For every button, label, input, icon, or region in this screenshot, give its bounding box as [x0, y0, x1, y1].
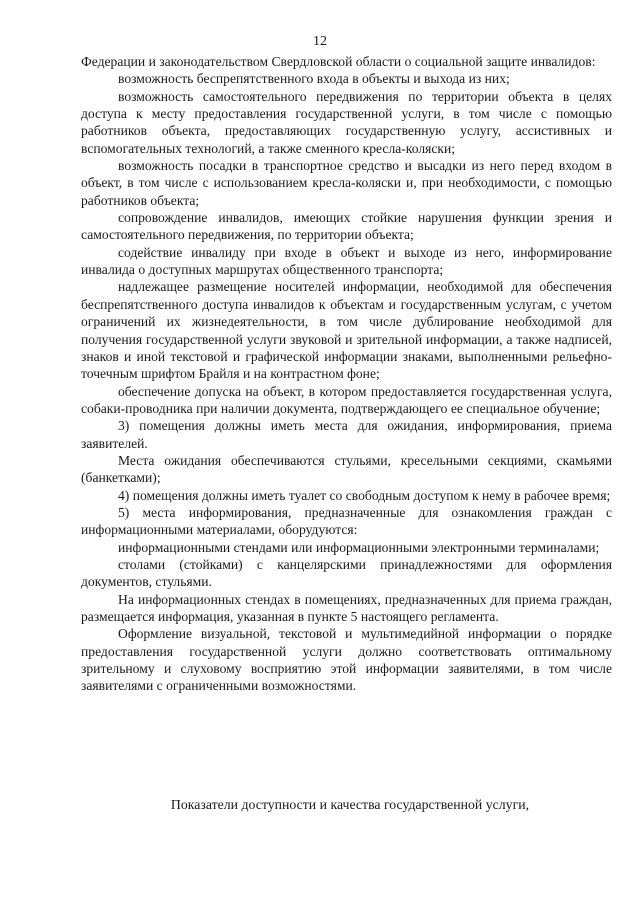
- paragraph: содействие инвалиду при входе в объект и выходе из него, информирование инвалида о доступных маршрутах общественного транспорта;: [81, 244, 612, 278]
- paragraph: информационными стендами или информационными электронными терминалами;: [118, 539, 600, 555]
- paragraph-continuation: Федерации и законодательством Свердловской области о социальной защите инвалидов:: [81, 54, 596, 69]
- paragraph: 4) помещения должны иметь туалет со свободным доступом к нему в рабочее время;: [118, 487, 611, 503]
- paragraph: 5) места информирования, предназначенные для ознакомления граждан с информационными материалами, оборудуются:: [81, 504, 612, 538]
- paragraph: надлежащее размещение носителей информации, необходимой для обеспечения беспрепятственного доступа инвалидов к объектам и государственным услугам, с учетом ограничений их жизнедеятельности, в том числе дублирование необходимой для получения государственной услуги звуковой и зрительной информации, а также надписей, знаков и иной текстовой и графической информации знаками, выполненными рельефно-точечным шрифтом Брайля и на контрастном фоне;: [81, 279, 612, 382]
- paragraph: сопровождение инвалидов, имеющих стойкие нарушения функции зрения и самостоятельного передвижения, по территории объекта;: [81, 210, 612, 243]
- document-body: [81, 53, 612, 695]
- paragraph: возможность беспрепятственного входа в объекты и выхода из них;: [118, 71, 510, 87]
- section-heading: Показатели доступности и качества государственной услуги,: [170, 797, 530, 812]
- page-number: 12: [313, 34, 327, 49]
- paragraph: Места ожидания обеспечиваются стульями, кресельными секциями, скамьями (банкетками);: [81, 452, 612, 486]
- paragraph: возможность посадки в транспортное средство и высадки из него перед входом в объект, в том числе с использованием кресла-коляски и, при необходимости, с помощью работников объекта;: [81, 158, 612, 208]
- paragraph: 3) помещения должны иметь места для ожидания, информирования, приема заявителей.: [81, 418, 612, 451]
- paragraph: На информационных стендах в помещениях, предназначенных для приема граждан, размещается информация, указанная в пункте 5 настоящего регламента.: [81, 591, 612, 624]
- paragraph: Оформление визуальной, текстовой и мультимедийной информации о порядке предоставления государственной услуги должно соответствовать оптимальному зрительному и слуховому восприятию этой информации заявителями, в том числе заявителями с ограниченными возможностями.: [81, 626, 612, 694]
- paragraph: обеспечение допуска на объект, в котором предоставляется государственная услуга, собаки-проводника при наличии документа, подтверждающего ее специальное обучение;: [81, 383, 612, 416]
- paragraph: возможность самостоятельного передвижения по территории объекта в целях доступа к месту предоставления государственной услуги, в том числе с помощью работников объекта, предоставляющих государственную услугу, ассистивных и вспомогательных технологий, а также сменного кресла-коляски;: [81, 88, 612, 156]
- paragraph: столами (стойками) с канцелярскими принадлежностями для оформления документов, стульями.: [81, 556, 612, 590]
